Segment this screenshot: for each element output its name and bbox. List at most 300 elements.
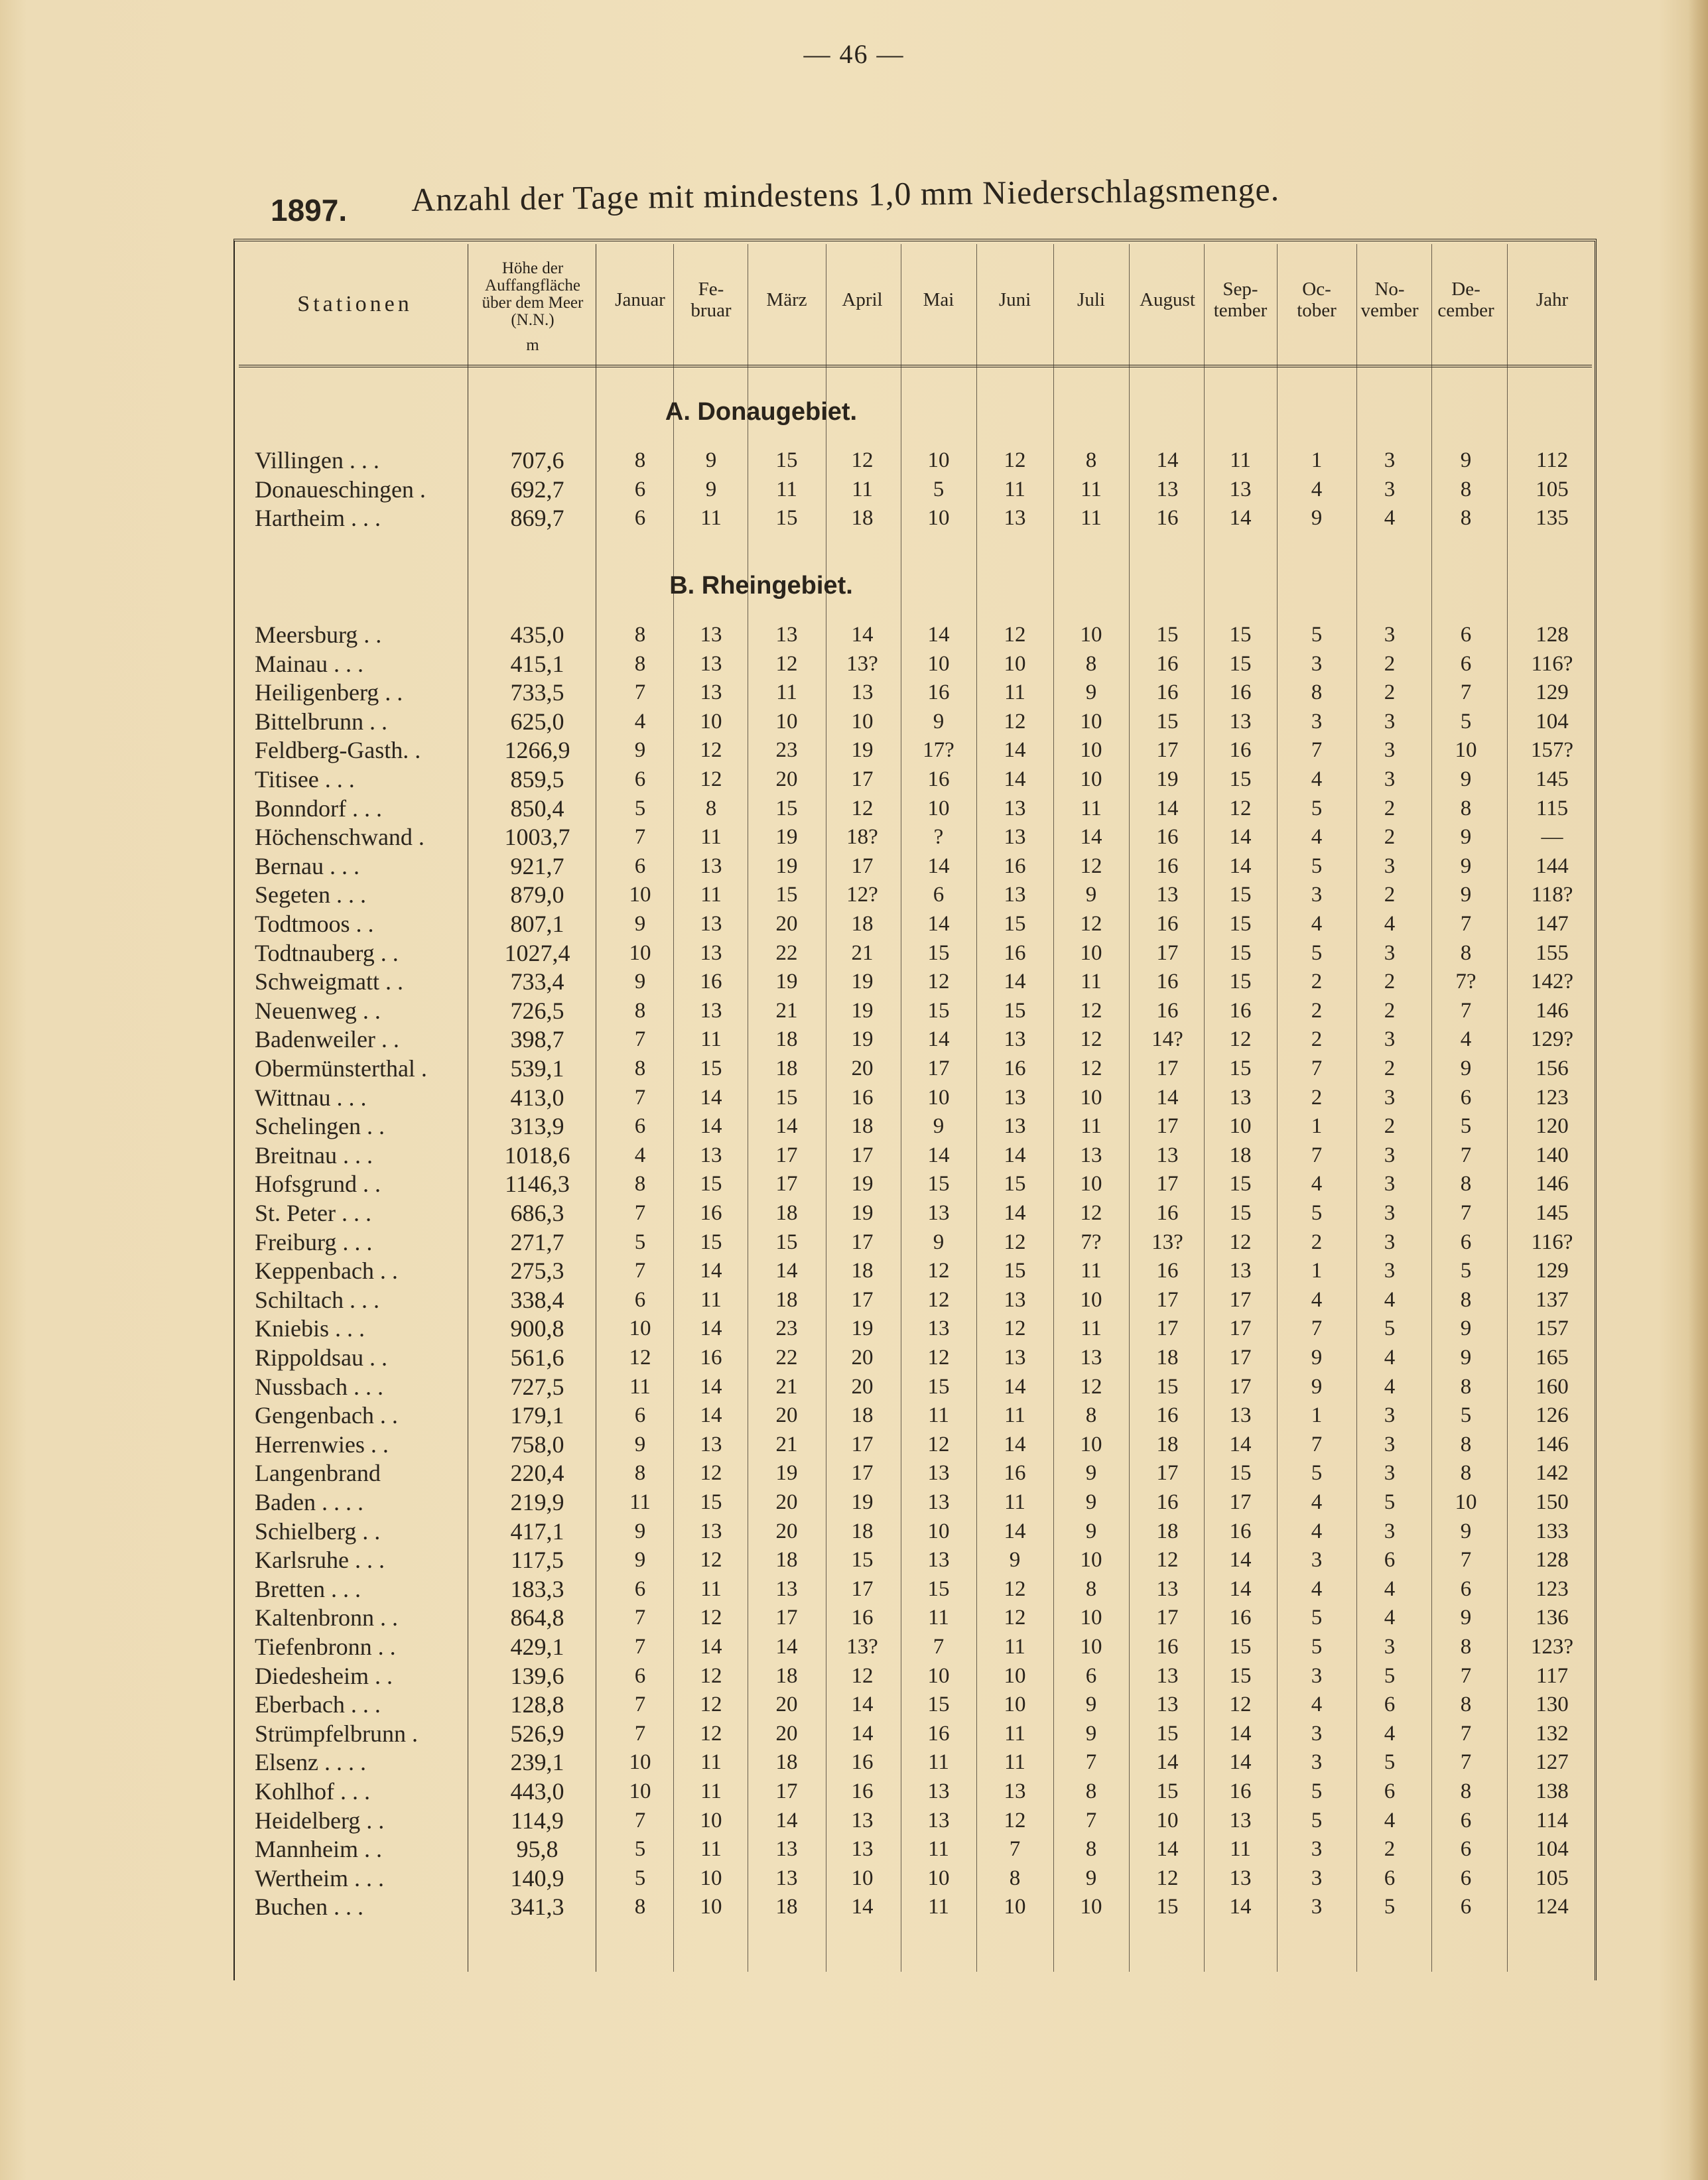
rain-days-value: 17 (1156, 738, 1179, 763)
rain-days-value: 13 (1229, 1085, 1252, 1110)
table-row (0, 822, 1708, 852)
rain-days-value: 157? (1530, 738, 1574, 763)
rain-days-value: 6 (634, 854, 646, 878)
table-row (0, 1198, 1708, 1228)
rain-days-value: 15 (700, 1230, 722, 1254)
station-height: 429,1 (510, 1634, 564, 1660)
rain-days-value: 2 (1384, 1114, 1396, 1139)
rain-days-value: 14 (1004, 1201, 1026, 1225)
rain-days-value: 15 (927, 1693, 950, 1717)
rain-days-value: 13 (700, 651, 722, 676)
rain-days-value: 3 (1311, 1721, 1323, 1746)
rain-days-value: 14 (1156, 1750, 1179, 1775)
station-name: Tiefenbronn . . (255, 1634, 396, 1660)
rain-days-value: 16 (927, 1721, 950, 1746)
rain-days-value: 10 (629, 1316, 651, 1341)
rain-days-value: 7 (1311, 1143, 1323, 1167)
rain-days-value: 105 (1536, 1866, 1569, 1890)
rain-days-value: 9 (1085, 680, 1097, 705)
rain-days-value: 10 (1080, 940, 1102, 965)
rain-days-value: 15 (1229, 651, 1252, 676)
rain-days-value: 8 (1311, 680, 1323, 705)
rain-days-value: 8 (634, 1461, 646, 1486)
rain-days-value: 17? (923, 738, 954, 763)
rain-days-value: 1 (1311, 1403, 1323, 1428)
rain-days-value: 3 (1384, 448, 1396, 472)
rain-days-value: 9 (634, 1519, 646, 1543)
rain-days-value: 12 (927, 1259, 950, 1283)
rain-days-value: 11 (629, 1374, 651, 1399)
rain-days-value: 14 (1004, 738, 1026, 763)
rain-days-value: 145 (1536, 1201, 1569, 1225)
rain-days-value: 7 (1460, 998, 1472, 1023)
rain-days-value: 1 (1311, 1259, 1323, 1283)
rain-days-value: 16 (1156, 854, 1179, 878)
rain-days-value: 6 (1384, 1548, 1396, 1572)
rain-days-value: 12 (851, 796, 874, 820)
station-name: St. Peter . . . (255, 1200, 371, 1226)
rain-days-value: 15 (1004, 1172, 1026, 1196)
rain-days-value: 5 (1460, 709, 1472, 734)
rain-days-value: 15 (927, 940, 950, 965)
rain-days-value: 22 (775, 1346, 798, 1370)
station-name: Langenbrand (255, 1460, 381, 1487)
header-rule (239, 365, 1592, 367)
station-name: Bernau . . . (255, 852, 360, 879)
rain-days-value: 15 (1229, 1635, 1252, 1659)
rain-days-value: 10 (1080, 767, 1102, 791)
rain-days-value: 14 (1004, 1143, 1026, 1167)
rain-days-value: 13 (927, 1808, 950, 1832)
rain-days-value: 18? (846, 825, 878, 850)
rain-days-value: 10 (1080, 1548, 1102, 1572)
rain-days-value: 13 (927, 1779, 950, 1803)
rain-days-value: 7 (1460, 1201, 1472, 1225)
rain-days-value: 18 (775, 1027, 798, 1052)
rain-days-value: 11 (1081, 477, 1102, 501)
rain-days-value: 16 (1004, 1461, 1026, 1486)
rain-days-value: 11 (928, 1750, 949, 1775)
station-name: Diedesheim . . (255, 1662, 393, 1689)
rain-days-value: 17 (1229, 1374, 1252, 1399)
rain-days-value: 10 (1080, 1635, 1102, 1659)
rain-days-value: 9 (1460, 825, 1472, 850)
rain-days-value: 19 (775, 854, 798, 878)
rain-days-value: 10 (927, 1085, 950, 1110)
rain-days-value: 9 (1460, 1057, 1472, 1080)
rain-days-value: 118? (1531, 883, 1573, 907)
page-title: Anzahl der Tage mit mindestens 1,0 mm Niederschlagsmenge. (411, 170, 1280, 218)
rain-days-value: 144 (1536, 854, 1569, 878)
rain-days-value: 12 (1004, 448, 1026, 472)
rain-days-value: 18 (851, 1403, 874, 1428)
rain-days-value: 16 (851, 1085, 874, 1110)
rain-days-value: 16 (1156, 970, 1179, 994)
station-height: 341,3 (510, 1893, 564, 1921)
station-height: 807,1 (510, 911, 564, 937)
station-height: 1018,6 (504, 1141, 570, 1169)
header-month: No- vember (1360, 279, 1419, 321)
rain-days-value: 16 (1156, 651, 1179, 676)
rain-days-value: 4 (1311, 1490, 1323, 1514)
rain-days-value: 10 (927, 651, 950, 676)
table-row (0, 1777, 1708, 1806)
header-month: Fe- bruar (690, 279, 732, 321)
rain-days-value: 14 (927, 1027, 950, 1052)
rain-days-value: 140 (1536, 1143, 1569, 1167)
station-name: Elsenz . . . . (255, 1749, 366, 1776)
station-height: 239,1 (510, 1749, 564, 1776)
rain-days-value: 11 (700, 1779, 722, 1803)
rain-days-value: 2 (1311, 1085, 1323, 1110)
rain-days-value: 20 (775, 1519, 798, 1543)
rain-days-value: 123 (1536, 1576, 1569, 1601)
rain-days-value: 12 (629, 1346, 651, 1370)
rain-days-value: 17 (851, 767, 874, 791)
rain-days-value: 4 (1311, 1576, 1323, 1601)
station-name: Villingen . . . (255, 447, 379, 474)
rain-days-value: 10 (700, 709, 722, 734)
rain-days-value: 13 (1229, 1259, 1252, 1283)
rain-days-value: 146 (1536, 1172, 1569, 1196)
rain-days-value: 3 (1384, 1519, 1396, 1543)
rain-days-value: 132 (1536, 1721, 1569, 1746)
station-height: 733,4 (510, 968, 564, 995)
station-name: Mainau . . . (255, 650, 363, 677)
station-height: 526,9 (510, 1720, 564, 1747)
rain-days-value: 3 (1384, 1259, 1396, 1283)
rain-days-value: 14 (775, 1259, 798, 1283)
rain-days-value: 11 (1004, 680, 1025, 705)
rain-days-value: 12 (700, 1461, 722, 1486)
rain-days-value: 14 (1004, 1519, 1026, 1543)
rain-days-value: 7 (634, 1201, 646, 1225)
rain-days-value: 11 (700, 1750, 722, 1775)
rain-days-value: 8 (1460, 1635, 1472, 1659)
table-row (0, 1719, 1708, 1748)
rain-days-value: 3 (1384, 738, 1396, 763)
rain-days-value: 9 (634, 738, 646, 763)
rain-days-value: 14 (1229, 1750, 1252, 1775)
rain-days-value: 4 (1311, 825, 1323, 850)
rain-days-value: 11 (700, 506, 722, 530)
rain-days-value: 17 (1229, 1287, 1252, 1312)
station-height: 1027,4 (504, 939, 570, 966)
rain-days-value: 8 (1460, 1693, 1472, 1717)
rain-days-value: 12 (927, 1287, 950, 1312)
station-height: 128,8 (510, 1691, 564, 1718)
rain-days-value: 13 (700, 854, 722, 878)
rain-days-value: 123 (1536, 1085, 1569, 1110)
rain-days-value: 142 (1536, 1461, 1569, 1486)
rain-days-value: 12 (851, 448, 874, 472)
station-name: Hofsgrund . . (255, 1171, 381, 1198)
station-name: Kaltenbronn . . (255, 1604, 398, 1632)
rain-days-value: 3 (1311, 1548, 1323, 1572)
rain-days-value: 7 (634, 680, 646, 705)
rain-days-value: 11 (1081, 1114, 1102, 1139)
rain-days-value: 9 (634, 1432, 646, 1456)
rain-days-value: 9 (1460, 854, 1472, 878)
rain-days-value: 7 (1460, 1750, 1472, 1775)
rain-days-value: 13 (851, 1808, 874, 1832)
table-row (0, 649, 1708, 678)
rain-days-value: 10 (927, 1663, 950, 1688)
table-row (0, 1314, 1708, 1343)
rain-days-value: 7 (634, 1635, 646, 1659)
rain-days-value: 3 (1311, 1895, 1323, 1919)
table-row (0, 1690, 1708, 1719)
rain-days-value: 12 (700, 1693, 722, 1717)
rain-days-value: 12 (927, 1346, 950, 1370)
rain-days-value: 12 (1229, 1693, 1252, 1717)
rain-days-value: 12 (1229, 796, 1252, 820)
station-height: 114,9 (511, 1807, 564, 1834)
header-height-unit: m (526, 336, 539, 354)
rain-days-value: 12 (1229, 1027, 1252, 1052)
rain-days-value: 10 (1080, 1606, 1102, 1630)
rain-days-value: 12 (927, 1432, 950, 1456)
rain-days-value: 23 (775, 738, 798, 763)
rain-days-value: 14 (700, 1635, 722, 1659)
rain-days-value: 9 (933, 1230, 945, 1254)
rain-days-value: 12 (700, 1721, 722, 1746)
rain-days-value: 19 (775, 825, 798, 850)
rain-days-value: 5 (1311, 1201, 1323, 1225)
rain-days-value: 17 (851, 1461, 874, 1486)
rain-days-value: 15 (1156, 1374, 1179, 1399)
rain-days-value: 13 (1004, 825, 1026, 850)
rain-days-value: 4 (1311, 477, 1323, 501)
rain-days-value: 2 (1311, 998, 1323, 1023)
station-height: 686,3 (510, 1200, 564, 1226)
rain-days-value: 7 (1311, 1057, 1323, 1080)
rain-days-value: 4 (1311, 1172, 1323, 1196)
rain-days-value: 20 (775, 767, 798, 791)
rain-days-value: 7 (1460, 680, 1472, 705)
rain-days-value: 112 (1536, 448, 1569, 472)
rain-days-value: 10 (1455, 738, 1477, 763)
rain-days-value: 4 (1311, 1287, 1323, 1312)
table-row (0, 794, 1708, 823)
rain-days-value: 12 (1080, 1374, 1102, 1399)
table-row (0, 1458, 1708, 1488)
rain-days-value: 21 (775, 1432, 798, 1456)
rain-days-value: 17 (1156, 1606, 1179, 1630)
rain-days-value: 9 (1085, 1693, 1097, 1717)
rain-days-value: 3 (1311, 1663, 1323, 1688)
rain-days-value: 17 (1156, 1461, 1179, 1486)
rain-days-value: 3 (1384, 1461, 1396, 1486)
rain-days-value: 129 (1536, 680, 1569, 705)
rain-days-value: 8 (634, 998, 646, 1023)
station-name: Gengenbach . . (255, 1402, 398, 1429)
rain-days-value: 19 (851, 998, 874, 1023)
rain-days-value: 3 (1384, 940, 1396, 965)
rain-days-value: 15 (1004, 998, 1026, 1023)
rain-days-value: 10 (1004, 1663, 1026, 1688)
table-row (0, 446, 1708, 475)
rain-days-value: 133 (1536, 1519, 1569, 1543)
rain-days-value: 15 (1229, 1172, 1252, 1196)
rain-days-value: 146 (1536, 1432, 1569, 1456)
rain-days-value: 13 (927, 1490, 950, 1514)
station-name: Herrenwies . . (255, 1431, 389, 1458)
table-row (0, 880, 1708, 909)
rain-days-value: 5 (1311, 1461, 1323, 1486)
rain-days-value: 13 (1229, 1866, 1252, 1890)
rain-days-value: 5 (634, 796, 646, 820)
rain-days-value: 3 (1311, 1866, 1323, 1890)
rain-days-value: 18 (775, 1287, 798, 1312)
rain-days-value: 15 (775, 506, 798, 530)
rain-days-value: 10 (700, 1866, 722, 1890)
rain-days-value: 17 (927, 1057, 950, 1080)
rain-days-value: 13 (1004, 1346, 1026, 1370)
rain-days-value: ? (933, 825, 944, 850)
rain-days-value: 10 (927, 796, 950, 820)
rain-days-value: 105 (1536, 477, 1569, 501)
rain-days-value: 8 (1460, 477, 1472, 501)
rain-days-value: 13 (700, 623, 722, 647)
rain-days-value: 12? (846, 883, 878, 907)
rain-days-value: 11 (1004, 477, 1025, 501)
rain-days-value: 20 (851, 1057, 874, 1080)
rain-days-value: 15 (1229, 1201, 1252, 1225)
rain-days-value: 10 (1080, 709, 1102, 734)
rain-days-value: 10 (1080, 1172, 1102, 1196)
rain-days-value: 17 (775, 1606, 798, 1630)
rain-days-value: 3 (1311, 651, 1323, 676)
rain-days-value: 17 (775, 1143, 798, 1167)
rain-days-value: 12 (851, 1663, 874, 1688)
rain-days-value: 3 (1384, 854, 1396, 878)
rain-days-value: 13 (775, 1837, 798, 1862)
rain-days-value: 19 (1156, 767, 1179, 791)
rain-days-value: 14 (775, 1114, 798, 1139)
rain-days-value: 10 (851, 709, 874, 734)
table-row (0, 1574, 1708, 1604)
rain-days-value: 155 (1536, 940, 1569, 965)
rain-days-value: 12 (1229, 1230, 1252, 1254)
rain-days-value: 15 (927, 998, 950, 1023)
rain-days-value: 8 (634, 651, 646, 676)
rain-days-value: 5 (1311, 1635, 1323, 1659)
rain-days-value: 5 (1311, 940, 1323, 965)
rain-days-value: 11 (776, 477, 797, 501)
rain-days-value: 16 (1229, 998, 1252, 1023)
rain-days-value: 15 (1004, 1259, 1026, 1283)
rain-days-value: 8 (1460, 940, 1472, 965)
rain-days-value: 5 (1311, 623, 1323, 647)
rain-days-value: 13 (700, 1519, 722, 1543)
station-height: 859,5 (510, 766, 564, 793)
rain-days-value: 17 (775, 1172, 798, 1196)
rain-days-value: 15 (1229, 883, 1252, 907)
rain-days-value: 14 (1229, 854, 1252, 878)
rain-days-value: 13 (775, 1576, 798, 1601)
rain-days-value: 17 (851, 1143, 874, 1167)
rain-days-value: 17 (1156, 1287, 1179, 1312)
rain-days-value: 17 (775, 1779, 798, 1803)
header-month: De- cember (1437, 279, 1494, 321)
rain-days-value: 3 (1384, 767, 1396, 791)
rain-days-value: 9 (634, 1548, 646, 1572)
rain-days-value: 15 (927, 1576, 950, 1601)
rain-days-value: 14? (1151, 1027, 1183, 1052)
rain-days-value: 15 (927, 1374, 950, 1399)
rain-days-value: 16 (1156, 825, 1179, 850)
rain-days-value: 19 (775, 970, 798, 994)
table-row (0, 620, 1708, 649)
rain-days-value: 3 (1311, 709, 1323, 734)
rain-days-value: 9 (1085, 1461, 1097, 1486)
rain-days-value: 12 (1080, 1027, 1102, 1052)
rain-days-value: 14 (775, 1635, 798, 1659)
rain-days-value: 16 (1004, 940, 1026, 965)
rain-days-value: 4 (1384, 1808, 1396, 1832)
rain-days-value: 5 (1384, 1490, 1396, 1514)
rain-days-value: 9 (634, 912, 646, 936)
rain-days-value: 8 (634, 1172, 646, 1196)
rain-days-value: 6 (1460, 1895, 1472, 1919)
header-month: März (766, 289, 807, 310)
station-height: 921,7 (510, 852, 564, 879)
rain-days-value: 18 (851, 1114, 874, 1139)
station-height: 758,0 (510, 1431, 564, 1458)
rain-days-value: 138 (1536, 1779, 1569, 1803)
station-height: 443,0 (510, 1778, 564, 1805)
table-row (0, 1112, 1708, 1141)
rain-days-value: 8 (1460, 1374, 1472, 1399)
rain-days-value: 128 (1536, 623, 1569, 647)
rain-days-value: 4 (634, 709, 646, 734)
station-name: Hartheim . . . (255, 505, 381, 531)
rain-days-value: 7 (634, 1085, 646, 1110)
station-height: 271,7 (510, 1228, 564, 1255)
rain-days-value: 7 (634, 1606, 646, 1630)
rain-days-value: 1 (1311, 448, 1323, 472)
rain-days-value: 16 (1156, 1259, 1179, 1283)
rain-days-value: 3 (1384, 1403, 1396, 1428)
rain-days-value: 13 (1004, 883, 1026, 907)
rain-days-value: 15 (1229, 940, 1252, 965)
rain-days-value: 10 (775, 709, 798, 734)
rain-days-value: 9 (1009, 1548, 1021, 1572)
rain-days-value: 6 (634, 1287, 646, 1312)
rain-days-value: 126 (1536, 1403, 1569, 1428)
rain-days-value: 11 (928, 1403, 949, 1428)
rain-days-value: 13 (1229, 1403, 1252, 1428)
rain-days-value: 13 (927, 1548, 950, 1572)
rain-days-value: 6 (1085, 1663, 1097, 1688)
station-name: Feldberg-Gasth. . (255, 737, 421, 764)
rain-days-value: 13 (1229, 709, 1252, 734)
rain-days-value: 17 (1156, 1114, 1179, 1139)
header-month: Jahr (1536, 289, 1569, 310)
rain-days-value: 13 (927, 1461, 950, 1486)
rain-days-value: 115 (1536, 796, 1569, 820)
rain-days-value: 2 (1384, 1837, 1396, 1862)
rain-days-value: 13 (1156, 1693, 1179, 1717)
rain-days-value: 6 (1384, 1693, 1396, 1717)
rain-days-value: 135 (1536, 506, 1569, 530)
table-row (0, 967, 1708, 996)
rain-days-value: 8 (1085, 1403, 1097, 1428)
station-height: 864,8 (510, 1604, 564, 1632)
rain-days-value: 7? (1455, 970, 1477, 994)
rain-days-value: 13 (1004, 1114, 1026, 1139)
